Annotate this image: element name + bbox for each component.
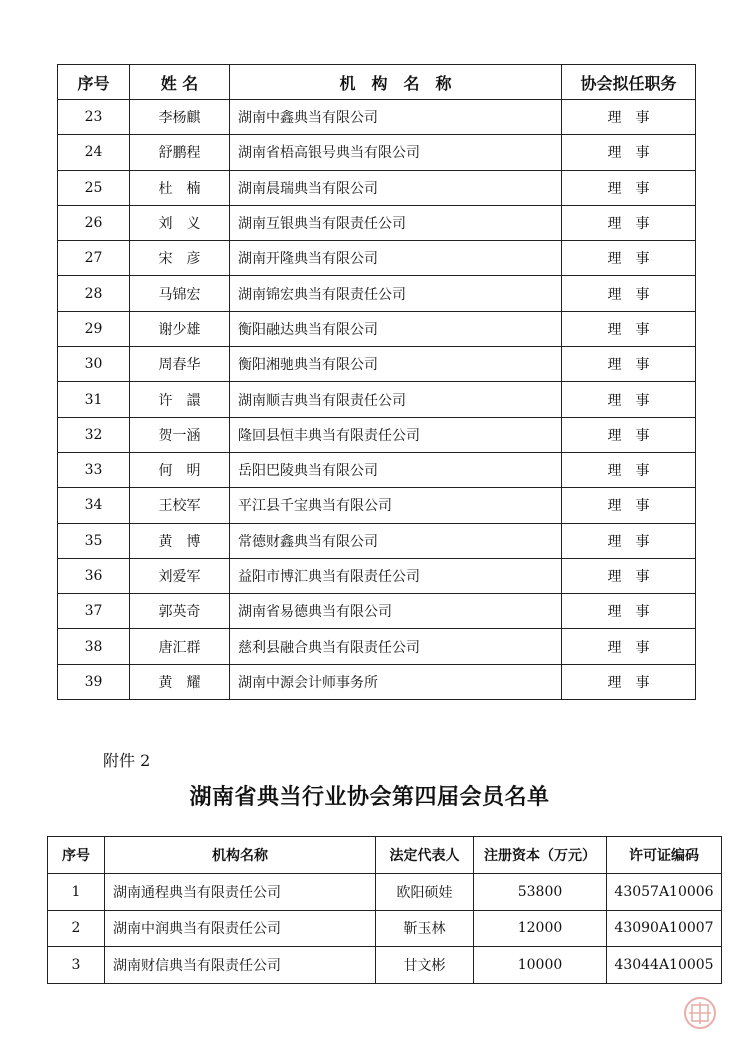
row-index: 3 xyxy=(48,947,105,984)
table-row xyxy=(58,347,696,382)
header-capital: 注册资本（万元） xyxy=(474,837,607,874)
registered-capital: 10000 xyxy=(474,947,607,984)
row-index: 37 xyxy=(58,594,130,629)
position: 理 事 xyxy=(562,382,696,417)
directors-table-header xyxy=(58,65,696,100)
organization-name: 湖南通程典当有限责任公司 xyxy=(105,874,376,911)
row-index: 30 xyxy=(58,347,130,382)
position: 理 事 xyxy=(562,488,696,523)
table-row xyxy=(58,170,696,205)
person-name: 郭英奇 xyxy=(130,594,230,629)
row-index: 24 xyxy=(58,135,130,170)
page-title: 湖南省典当行业协会第四届会员名单 xyxy=(189,785,550,810)
person-name: 何 明 xyxy=(130,452,230,487)
registered-capital: 12000 xyxy=(474,910,607,947)
registered-capital: 53800 xyxy=(474,874,607,911)
position: 理 事 xyxy=(562,135,696,170)
organization-name: 湖南省易德典当有限公司 xyxy=(230,594,562,629)
header-license: 许可证编码 xyxy=(607,837,722,874)
row-index: 2 xyxy=(48,910,105,947)
row-index: 25 xyxy=(58,170,130,205)
license-code: 43090A10007 xyxy=(607,910,722,947)
organization-name: 衡阳融达典当有限公司 xyxy=(230,311,562,346)
person-name: 周春华 xyxy=(130,347,230,382)
directors-table xyxy=(57,64,696,700)
members-table xyxy=(47,836,722,984)
header-name: 姓 名 xyxy=(130,65,230,100)
position: 理 事 xyxy=(562,452,696,487)
position: 理 事 xyxy=(562,629,696,664)
row-index: 33 xyxy=(58,452,130,487)
organization-name: 隆回县恒丰典当有限责任公司 xyxy=(230,417,562,452)
table-row xyxy=(48,947,722,984)
row-index: 31 xyxy=(58,382,130,417)
person-name: 谢少雄 xyxy=(130,311,230,346)
table-row xyxy=(58,523,696,558)
position: 理 事 xyxy=(562,347,696,382)
person-name: 黄 耀 xyxy=(130,664,230,699)
organization-name: 湖南锦宏典当有限责任公司 xyxy=(230,276,562,311)
legal-representative: 甘文彬 xyxy=(376,947,474,984)
header-organization: 机构名称 xyxy=(105,837,376,874)
table-row xyxy=(48,874,722,911)
person-name: 宋 彦 xyxy=(130,241,230,276)
row-index: 36 xyxy=(58,558,130,593)
person-name: 舒鹏程 xyxy=(130,135,230,170)
header-organization: 机 构 名 称 xyxy=(230,65,562,100)
header-position: 协会拟任职务 xyxy=(562,65,696,100)
table-row xyxy=(58,205,696,240)
table-row xyxy=(58,417,696,452)
table-row xyxy=(58,629,696,664)
person-name: 刘爱军 xyxy=(130,558,230,593)
position: 理 事 xyxy=(562,100,696,135)
header-index: 序号 xyxy=(58,65,130,100)
header-index: 序号 xyxy=(48,837,105,874)
organization-name: 常德财鑫典当有限公司 xyxy=(230,523,562,558)
organization-name: 湖南中润典当有限责任公司 xyxy=(105,910,376,947)
organization-name: 湖南晨瑞典当有限公司 xyxy=(230,170,562,205)
table-row xyxy=(58,100,696,135)
organization-name: 衡阳湘驰典当有限公司 xyxy=(230,347,562,382)
row-index: 1 xyxy=(48,874,105,911)
row-index: 26 xyxy=(58,205,130,240)
position: 理 事 xyxy=(562,170,696,205)
organization-name: 湖南财信典当有限责任公司 xyxy=(105,947,376,984)
row-index: 35 xyxy=(58,523,130,558)
table-row xyxy=(58,558,696,593)
person-name: 黄 博 xyxy=(130,523,230,558)
position: 理 事 xyxy=(562,241,696,276)
table-row xyxy=(58,488,696,523)
organization-name: 岳阳巴陵典当有限公司 xyxy=(230,452,562,487)
row-index: 34 xyxy=(58,488,130,523)
organization-name: 湖南顺吉典当有限责任公司 xyxy=(230,382,562,417)
position: 理 事 xyxy=(562,417,696,452)
organization-name: 湖南互银典当有限责任公司 xyxy=(230,205,562,240)
organization-name: 平江县千宝典当有限公司 xyxy=(230,488,562,523)
organization-name: 益阳市博汇典当有限责任公司 xyxy=(230,558,562,593)
table-row xyxy=(58,664,696,699)
organization-name: 湖南中鑫典当有限公司 xyxy=(230,100,562,135)
legal-representative: 靳玉林 xyxy=(376,910,474,947)
position: 理 事 xyxy=(562,523,696,558)
table-row xyxy=(58,382,696,417)
person-name: 刘 义 xyxy=(130,205,230,240)
organization-name: 湖南中源会计师事务所 xyxy=(230,664,562,699)
position: 理 事 xyxy=(562,594,696,629)
row-index: 29 xyxy=(58,311,130,346)
license-code: 43044A10005 xyxy=(607,947,722,984)
row-index: 38 xyxy=(58,629,130,664)
license-code: 43057A10006 xyxy=(607,874,722,911)
organization-name: 慈利县融合典当有限责任公司 xyxy=(230,629,562,664)
position: 理 事 xyxy=(562,205,696,240)
table-row xyxy=(58,276,696,311)
seal-icon xyxy=(683,996,717,1030)
row-index: 28 xyxy=(58,276,130,311)
table-row xyxy=(48,910,722,947)
person-name: 王校军 xyxy=(130,488,230,523)
table-row xyxy=(58,135,696,170)
table-row xyxy=(58,241,696,276)
organization-name: 湖南开隆典当有限公司 xyxy=(230,241,562,276)
table-row xyxy=(58,594,696,629)
person-name: 许 譞 xyxy=(130,382,230,417)
person-name: 马锦宏 xyxy=(130,276,230,311)
person-name: 李杨麒 xyxy=(130,100,230,135)
legal-representative: 欧阳硕娃 xyxy=(376,874,474,911)
members-table-header xyxy=(48,837,722,874)
table-row xyxy=(58,311,696,346)
position: 理 事 xyxy=(562,558,696,593)
position: 理 事 xyxy=(562,276,696,311)
attachment-label: 附件 2 xyxy=(103,751,151,770)
row-index: 23 xyxy=(58,100,130,135)
position: 理 事 xyxy=(562,664,696,699)
row-index: 39 xyxy=(58,664,130,699)
table-row xyxy=(58,452,696,487)
row-index: 32 xyxy=(58,417,130,452)
person-name: 唐汇群 xyxy=(130,629,230,664)
person-name: 贺一涵 xyxy=(130,417,230,452)
position: 理 事 xyxy=(562,311,696,346)
organization-name: 湖南省梧高银号典当有限公司 xyxy=(230,135,562,170)
row-index: 27 xyxy=(58,241,130,276)
header-legal-rep: 法定代表人 xyxy=(376,837,474,874)
person-name: 杜 楠 xyxy=(130,170,230,205)
